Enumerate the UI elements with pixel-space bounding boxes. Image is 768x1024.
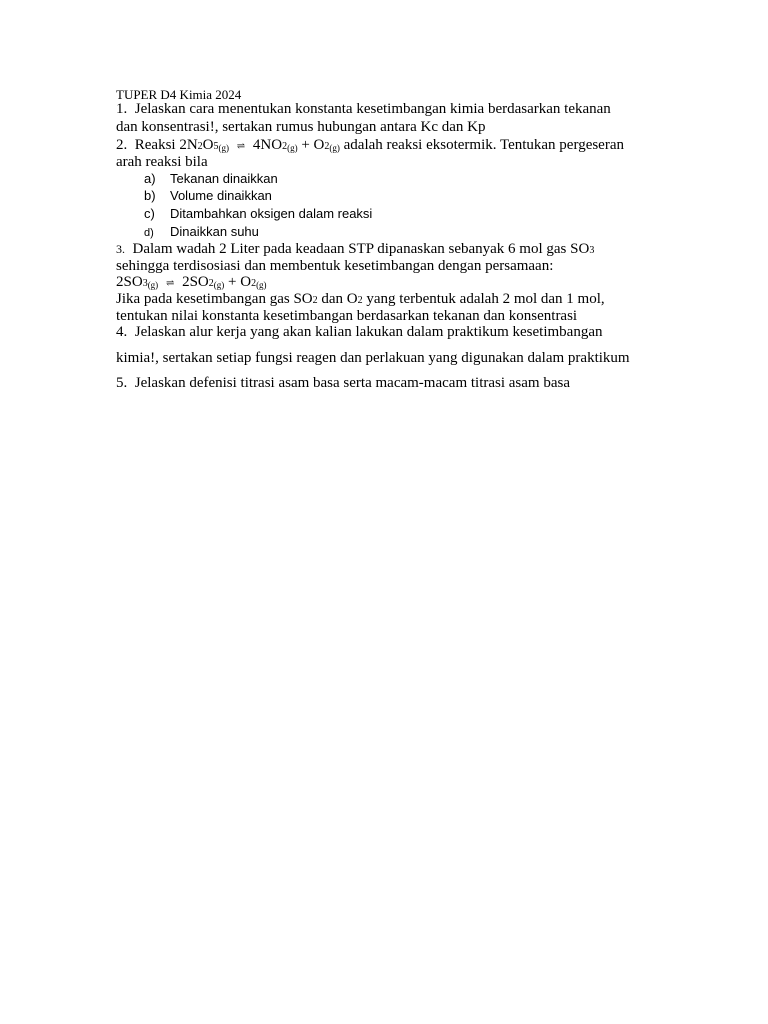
q2-equilibrium-arrow: ⇌ (236, 141, 246, 152)
question-3-text-1: Dalam wadah 2 Liter pada keadaan STP dipanaskan sebanyak 6 mol gas SO (132, 241, 590, 257)
q3-eq-left: 2SO (116, 274, 143, 290)
q2-option-b (144, 187, 272, 205)
q2-n-sub: 2 (197, 141, 203, 152)
q2-phase-1: (g) (218, 143, 230, 153)
q3-eq-phase-2: (g) (213, 280, 225, 290)
q2-phase-3: (g) (329, 143, 340, 153)
question-3-line-5: tentukan nilai konstanta kesetimbangan berdasarkan tekanan dan konsentrasi (116, 308, 578, 324)
q2-option-b-text: Volume dinaikkan (170, 188, 272, 203)
question-5-line-1 (116, 374, 570, 392)
q3-line4-sub-1: 2 (312, 295, 318, 306)
question-5-text-1: Jelaskan defenisi titrasi asam basa serta macam-macam titrasi asam basa (134, 375, 570, 391)
question-4-number: 4. (116, 324, 128, 340)
q3-eq-right: 2SO (182, 274, 209, 290)
q2-option-c-letter: c) (144, 206, 155, 221)
q2-suffix: adalah reaksi eksotermik. Tentukan pergeseran (343, 137, 624, 153)
q3-line4-sub-2: 2 (357, 295, 363, 306)
q3-eq-plus-o: + O (228, 274, 252, 290)
q2-plus-o: + O (301, 137, 325, 153)
q3-eq-phase-3: (g) (256, 280, 267, 290)
question-2-number: 2. (116, 137, 128, 153)
q3-line4-b: dan O (321, 291, 358, 307)
q3-so3-sub: 3 (589, 245, 595, 256)
q2-option-c (144, 205, 372, 223)
q3-line4-a: Jika pada kesetimbangan gas SO (116, 291, 313, 307)
question-1-text-1: Jelaskan cara menentukan konstanta kesetimbangan kimia berdasarkan tekanan (134, 101, 611, 117)
q3-eq-right-sub: 2 (208, 278, 214, 289)
question-3-line-2: sehingga terdisosiasi dan membentuk kesetimbangan dengan persamaan: (116, 258, 554, 274)
q2-option-a-letter: a) (144, 171, 156, 186)
document-title: TUPER D4 Kimia 2024 (116, 87, 242, 102)
q3-eq-o-sub: 2 (251, 278, 257, 289)
question-4-text-1: Jelaskan alur kerja yang akan kalian lakukan dalam praktikum kesetimbangan (134, 324, 603, 340)
q3-eq-left-sub: 3 (142, 278, 148, 289)
q2-option-b-letter: b) (144, 188, 156, 203)
q2-product-1: 4NO (252, 137, 283, 153)
q2-option-a-text: Tekanan dinaikkan (170, 171, 278, 186)
question-5-number: 5. (116, 375, 128, 391)
q2-o-sub: 5 (213, 141, 219, 152)
question-2-line-2: arah reaksi bila (116, 154, 208, 170)
question-4-line-1 (116, 323, 603, 341)
question-1-number: 1. (116, 101, 128, 117)
q2-option-d-text: Dinaikkan suhu (170, 224, 259, 239)
q2-option-a (144, 170, 278, 188)
q2-reactant: Reaksi 2N (134, 137, 198, 153)
q2-option-d-letter: d) (144, 227, 154, 239)
q2-o2-sub: 2 (324, 141, 330, 152)
q3-line4-c: yang terbentuk adalah 2 mol dan 1 mol, (366, 291, 605, 307)
q3-eq-phase-1: (g) (147, 280, 159, 290)
q2-phase-2: (g) (287, 143, 298, 153)
q3-equilibrium-arrow: ⇌ (165, 278, 175, 289)
q2-no-sub: 2 (282, 141, 288, 152)
question-1-line-2: dan konsentrasi!, sertakan rumus hubungan antara Kc dan Kp (116, 119, 486, 135)
q2-option-c-text: Ditambahkan oksigen dalam reaksi (170, 206, 373, 221)
q2-o: O (202, 137, 214, 153)
question-3-number: 3. (116, 242, 125, 256)
question-1-line-1 (116, 100, 611, 118)
question-4-line-2: kimia!, sertakan setiap fungsi reagen dan perlakuan yang digunakan dalam praktikum (116, 350, 630, 366)
